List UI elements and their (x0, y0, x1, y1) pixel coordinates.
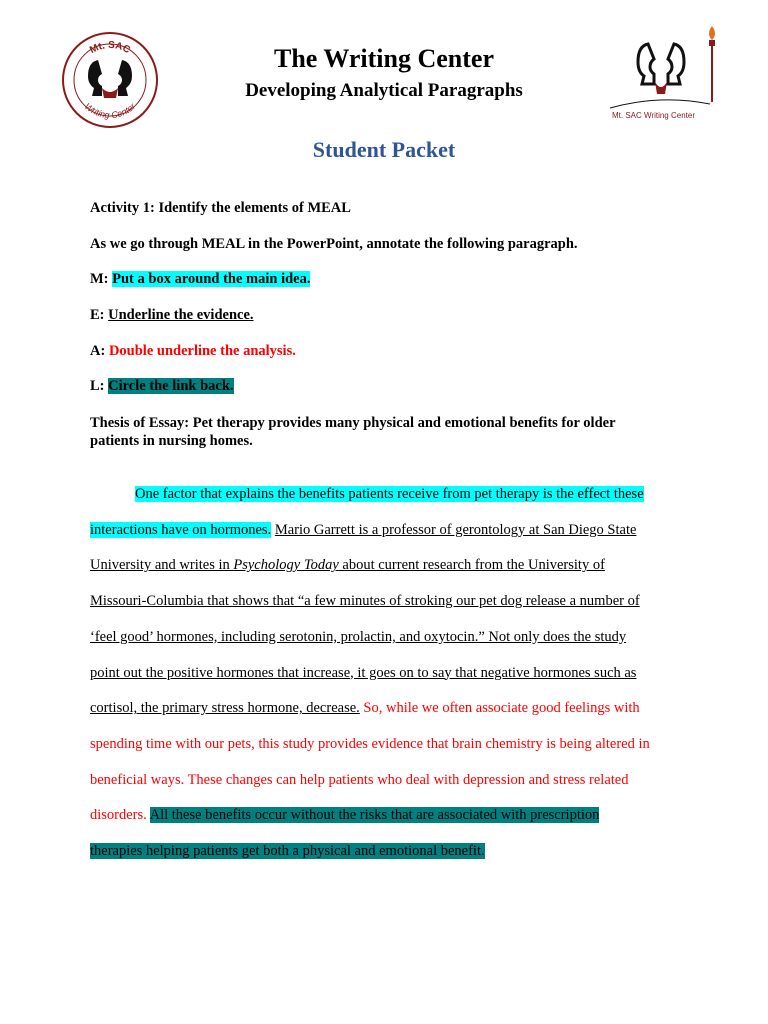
analysis-text: spending time with our pets, this study provides evidence that brain chemistry is being altered in (90, 735, 650, 752)
meal-a-line (90, 343, 690, 360)
paragraph-line (90, 620, 674, 656)
main-idea-text: interactions have on hormones. (90, 521, 272, 538)
thesis-line-2: patients in nursing homes. (90, 433, 253, 449)
paragraph-line (90, 763, 674, 799)
svg-text:Writing Center: Writing Center (82, 101, 138, 121)
svg-text:Mt. SAC Writing Center: Mt. SAC Writing Center (612, 111, 695, 120)
meal-m-text: Put a box around the main idea. (112, 271, 311, 287)
thesis-line-1: Thesis of Essay: Pet therapy provides many physical and emotional benefits for older (90, 415, 616, 431)
link-back-text: All these benefits occur without the risks that are associated with prescription (149, 807, 600, 824)
meal-l-text: Circle the link back. (108, 378, 234, 394)
activity-heading: Activity 1: Identify the elements of MEAL (90, 200, 351, 216)
paragraph-line (90, 691, 674, 727)
packet-title: Student Packet (312, 137, 456, 162)
paragraph-line (90, 513, 674, 549)
evidence-text: ‘feel good’ hormones, including serotonin, prolactin, and oxytocin.” Not only does the study (90, 628, 627, 645)
page-title: The Writing Center (273, 44, 495, 73)
meal-e-label: E: (90, 307, 109, 323)
evidence-text: cortisol, the primary stress hormone, decrease. (90, 700, 360, 717)
link-back-text: therapies helping patients get both a physical and emotional benefit. (90, 843, 485, 860)
publication-title: Psychology Today (233, 557, 339, 574)
sample-paragraph (90, 477, 674, 870)
evidence-text: Mario Garrett is a professor of gerontology at San Diego State (274, 521, 637, 538)
main-idea-text: One factor that explains the benefits patients receive from pet therapy is the effect these (135, 486, 644, 502)
page-subtitle: Developing Analytical Paragraphs (245, 80, 523, 101)
paragraph-line (90, 834, 674, 870)
mt-sac-writing-center-torch-logo (608, 22, 730, 126)
paragraph-line (90, 584, 674, 620)
meal-l-label: L: (90, 378, 109, 394)
meal-a-label: A: (90, 343, 109, 359)
meal-m-label: M: (90, 271, 113, 287)
meal-l-line (90, 378, 690, 395)
thesis-statement (90, 414, 690, 450)
meal-a-text: Double underline the analysis. (108, 343, 296, 359)
analysis-text: beneficial ways. These changes can help patients who deal with depression and stress related (90, 771, 629, 788)
evidence-text: University and writes in (90, 557, 234, 574)
paragraph-line (90, 477, 674, 513)
evidence-text: Missouri-Columbia that shows that “a few minutes of stroking our pet dog release a number of (90, 593, 640, 610)
meal-e-text: Underline the evidence. (108, 307, 254, 323)
meal-m-line (90, 271, 690, 288)
analysis-text: So, while we often associate good feelings with (359, 700, 640, 717)
paragraph-line (90, 798, 674, 834)
svg-text:Mt. SAC: Mt. SAC (88, 39, 132, 57)
activity-instruction: As we go through MEAL in the PowerPoint, annotate the following paragraph. (90, 236, 578, 252)
meal-e-line (90, 307, 690, 324)
evidence-text: about current research from the University of (338, 557, 605, 574)
paragraph-line (90, 548, 674, 584)
analysis-text: disorders. (90, 807, 150, 824)
paragraph-line (90, 727, 674, 763)
paragraph-line (90, 656, 674, 692)
evidence-text: point out the positive hormones that increase, it goes on to say that negative hormones such as (90, 664, 637, 681)
